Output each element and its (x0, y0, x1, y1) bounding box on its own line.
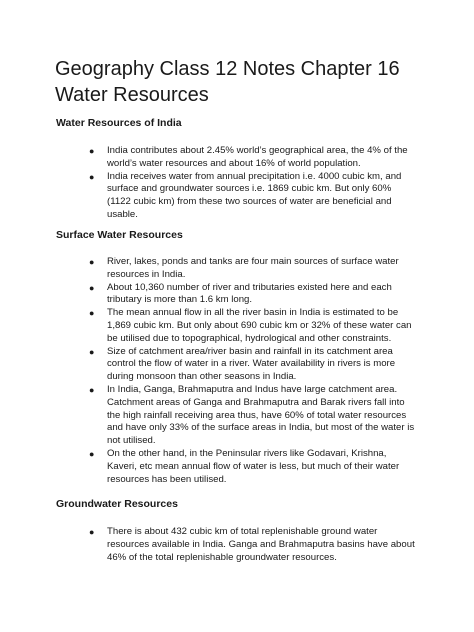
bullet-list-water-resources-of-india (56, 145, 416, 222)
bullet-dot-icon: ● (89, 527, 95, 537)
list-item-text: There is about 432 cubic km of total replenishable ground water resources available in India. Ganga and Brahmaputra basins have about 46% of the total replenishable groundwater resources. (107, 526, 415, 563)
list-item (56, 384, 416, 448)
list-item (56, 526, 416, 564)
list-item (56, 145, 416, 171)
bullet-dot-icon: ● (89, 171, 95, 182)
section-heading-water-resources-of-india: Water Resources of India (56, 117, 182, 129)
list-item-text: River, lakes, ponds and tanks are four main sources of surface water resources in India. (107, 256, 399, 280)
bullet-dot-icon: ● (89, 146, 95, 156)
page-title: Geography Class 12 Notes Chapter 16 Water Resources (55, 58, 400, 106)
list-item (56, 256, 416, 282)
bullet-dot-icon: ● (89, 308, 95, 319)
list-item-text: India contributes about 2.45% world’s geographical area, the 4% of the world’s water resources and about 16% of world population. (107, 145, 408, 169)
bullet-list-groundwater-resources (56, 526, 416, 564)
list-item (56, 171, 416, 222)
bullet-dot-icon: ● (89, 448, 95, 459)
section-heading-surface-water-resources: Surface Water Resources (56, 229, 183, 241)
list-item (56, 307, 416, 345)
list-item-text: On the other hand, in the Peninsular rivers like Godavari, Krishna, Kaveri, etc mean annual flow of water is less, but much of their water resources has been utilised. (107, 447, 400, 485)
bullet-dot-icon: ● (89, 384, 95, 395)
list-item (56, 346, 416, 384)
list-item (56, 282, 416, 308)
section-heading-groundwater-resources: Groundwater Resources (56, 498, 178, 510)
bullet-list-surface-water-resources (56, 256, 416, 486)
list-item-text: India receives water from annual precipitation i.e. 4000 cubic km, and surface and groundwater sources i.e. 1869 cubic km. But only 60% (1122 cubic km) from these two sources of water are beneficial and usable. (107, 170, 402, 220)
list-item-text: Size of catchment area/river basin and rainfall in its catchment area control the flow of water in a river. Water availability in rivers is more during monsoon than other seasons in India. (107, 345, 396, 383)
list-item (56, 448, 416, 486)
bullet-dot-icon: ● (89, 257, 95, 267)
bullet-dot-icon: ● (89, 282, 95, 293)
list-item-text: The mean annual flow in all the river basin in India is estimated to be 1,869 cubic km. But only about 690 cubic km or 32% of these water can be utilised due to topographical, hydrological and other constraints. (107, 307, 412, 344)
list-item-text: In India, Ganga, Brahmaputra and Indus have large catchment area. Catchment areas of Ganga and Brahmaputra and Barak rivers fall into the high rainfall receiving area thus, have 60% of total water resources and have only 33% of the surface areas in India, but most of the water is not utilised. (107, 383, 415, 447)
bullet-dot-icon: ● (89, 346, 95, 357)
list-item-text: About 10,360 number of river and tributaries existed here and each tributary is more than 1.6 km long. (107, 281, 392, 306)
